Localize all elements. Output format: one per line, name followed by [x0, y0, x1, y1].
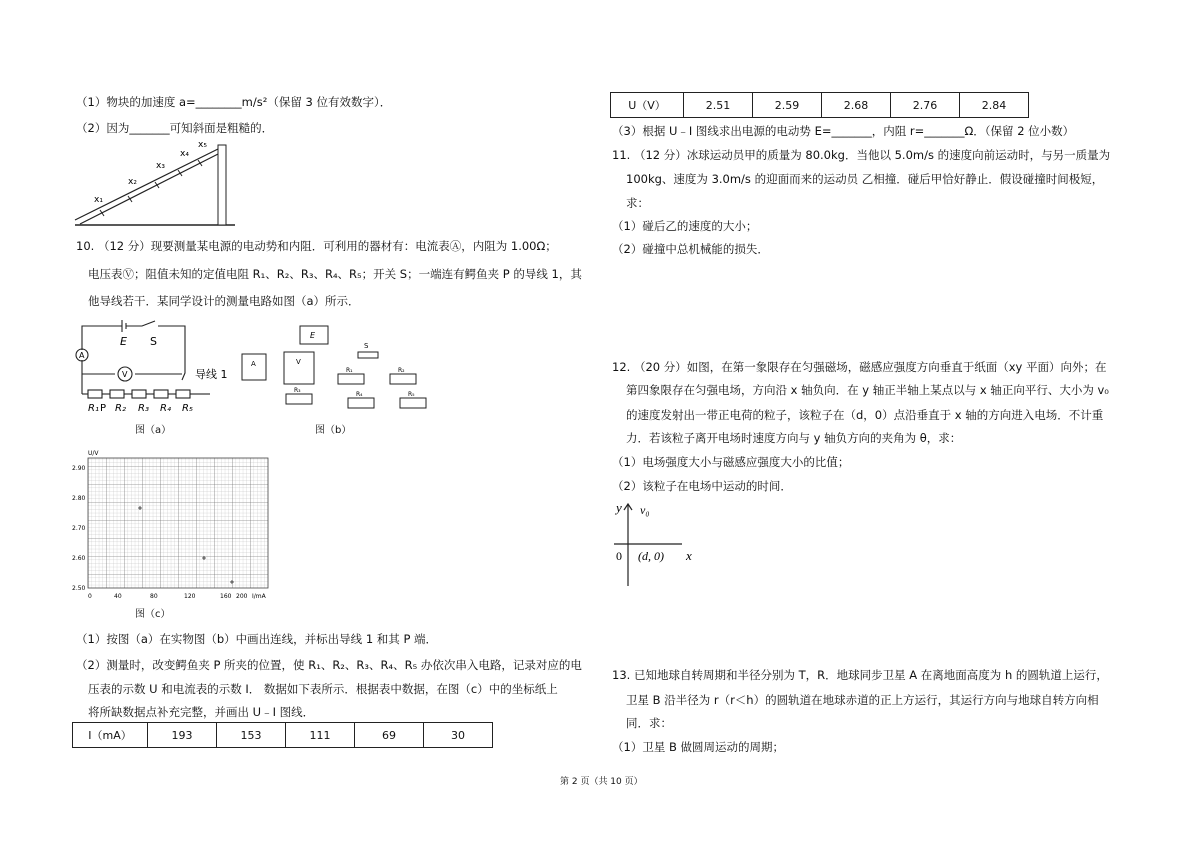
q11-part2: （2）碰撞中总机械能的损失．	[612, 242, 769, 256]
q12-line2: 第四象限存在匀强电场，方向沿 x 轴负向．在 y 轴正半轴上某点以与 x 轴正向平行、大小为 v₀	[626, 383, 1109, 397]
graph-ytick-5: 2.50	[72, 585, 86, 592]
current-table-header: I（mA）	[73, 723, 148, 748]
circuit-r5: R₅	[182, 403, 193, 414]
physical-r3: R₃	[294, 387, 301, 394]
incline-label-x1: x₁	[94, 195, 103, 205]
origin-label: 0	[616, 549, 622, 563]
caption-c: 图（c）	[135, 609, 171, 620]
current-table-cell: 153	[217, 723, 286, 748]
physical-switch-label: S	[364, 342, 369, 350]
q10-part3: （3）根据 U﹣I 图线求出电源的电动势 E=_______，内阻 r=_______Ω．（保留 2 位小数）	[612, 124, 1075, 138]
q13-part1: （1）卫星 B 做圆周运动的周期；	[612, 740, 785, 754]
q10-intro-line1: 10. （12 分）现要测量某电源的电动势和内阻．可利用的器材有：电流表Ⓐ，内阻为 1.00Ω；	[76, 239, 557, 253]
axis-x-label: x	[686, 548, 692, 563]
circuit-diagram-a	[70, 318, 235, 423]
graph-xtick-3: 80	[150, 593, 158, 600]
circuit-r1: R₁	[88, 403, 99, 414]
graph-xtick-4: 120	[184, 593, 196, 600]
q9-part2: （2）因为_______可知斜面是粗糙的．	[76, 121, 274, 135]
incline-label-x5: x₅	[198, 140, 207, 150]
voltage-table-header: U（V）	[611, 93, 684, 118]
q10-intro-line3: 他导线若干．某同学设计的测量电路如图（a）所示．	[88, 294, 360, 308]
q12-line1: 12. （20 分）如图，在第一象限存在匀强磁场，磁感应强度方向垂直于纸面（xy 平面）向外；在	[612, 360, 1107, 374]
circuit-switch-label: S	[150, 335, 157, 348]
voltage-table-cell: 2.84	[960, 93, 1029, 118]
q13-line3: 同．求：	[626, 716, 672, 730]
circuit-emf-label: E	[120, 335, 127, 348]
q12-part1: （1）电场强度大小与磁感应强度大小的比值；	[612, 455, 850, 469]
graph-ylabel: U/V	[88, 450, 99, 457]
graph-paper-c	[70, 448, 270, 603]
axis-y-label: y	[616, 500, 622, 515]
q12-line3: 的速度发射出一带正电荷的粒子，该粒子在（d，0）点沿垂直于 x 轴的方向进入电场．不计重	[626, 408, 1104, 422]
axes-figure	[612, 496, 722, 591]
incline-label-x4: x₄	[180, 149, 189, 159]
current-table-cell: 111	[286, 723, 355, 748]
q10-part1: （1）按图（a）在实物图（b）中画出连线，并标出导线 1 和其 P 端．	[76, 632, 438, 646]
q12-part2: （2）该粒子在电场中运动的时间．	[612, 479, 792, 493]
physical-r5: R₅	[408, 391, 415, 398]
circuit-r3: R₃	[138, 403, 149, 414]
incline-label-x3: x₃	[156, 161, 165, 171]
voltage-table-cell: 2.68	[822, 93, 891, 118]
graph-ytick-4: 2.60	[72, 555, 86, 562]
physical-ammeter-label: A	[251, 360, 256, 368]
q10-part2-line3: 将所缺数据点补充完整，并画出 U﹣I 图线．	[88, 705, 315, 719]
caption-b: 图（b）	[315, 425, 352, 436]
circuit-ammeter-label: A	[79, 351, 85, 360]
physical-r2: R₂	[398, 367, 405, 374]
incline-label-x2: x₂	[128, 177, 137, 187]
physical-r4: R₄	[356, 391, 363, 398]
graph-ytick-3: 2.70	[72, 525, 86, 532]
q11-part1: （1）碰后乙的速度的大小；	[612, 219, 758, 233]
q11-line2: 100kg、速度为 3.0m/s 的迎面而来的运动员 乙相撞．碰后甲恰好静止．假设碰撞时间极短，	[626, 172, 1104, 186]
current-table-cell: 30	[424, 723, 493, 748]
voltage-table-cell: 2.51	[684, 93, 753, 118]
voltage-table-cell: 2.76	[891, 93, 960, 118]
graph-xtick-2: 40	[114, 593, 122, 600]
current-table-cell: 193	[148, 723, 217, 748]
q12-line4: 力．若该粒子离开电场时速度方向与 y 轴负方向的夹角为 θ，求：	[626, 431, 962, 445]
point-label: (d, 0)	[638, 549, 664, 563]
caption-a: 图（a）	[135, 425, 172, 436]
q9-part1: （1）物块的加速度 a=________m/s²（保留 3 位有效数字）．	[76, 95, 392, 109]
v0-label: v₀	[640, 503, 650, 517]
current-table-cell: 69	[355, 723, 424, 748]
graph-ytick-2: 2.80	[72, 495, 86, 502]
graph-ytick-1: 2.90	[72, 465, 86, 472]
circuit-r4: R₄	[160, 403, 171, 414]
physical-apparatus-b	[240, 322, 440, 422]
incline-figure	[70, 140, 240, 230]
voltage-table	[610, 92, 1029, 118]
page-footer: 第 2 页（共 10 页）	[560, 777, 643, 787]
q13-line2: 卫星 B 沿半径为 r（r＜h）的圆轨道在地球赤道的正上方运行，其运行方向与地球自转方向相	[626, 693, 1099, 707]
physical-r1: R₁	[346, 367, 353, 374]
physical-battery-label: E	[310, 331, 316, 340]
q10-intro-line2: 电压表Ⓥ；阻值未知的定值电阻 R₁、R₂、R₃、R₄、R₅；开关 S；一端连有鳄鱼夹 P 的导线 1，其	[88, 267, 582, 281]
q13-line1: 13. 已知地球自转周期和半径分别为 T，R．地球同步卫星 A 在离地面高度为 h 的圆轨道上运行，	[612, 668, 1108, 682]
graph-xtick-1: 0	[88, 593, 92, 600]
graph-xlabel: I/mA	[252, 593, 266, 600]
graph-xtick-5: 160	[220, 593, 232, 600]
q11-line1: 11. （12 分）冰球运动员甲的质量为 80.0kg．当他以 5.0m/s 的速度向前运动时，与另一质量为	[612, 148, 1111, 162]
circuit-p-label: P	[100, 403, 107, 414]
graph-xtick-6: 200	[236, 593, 248, 600]
circuit-wire-label: 导线 1	[195, 368, 228, 381]
current-table	[72, 722, 493, 748]
circuit-voltmeter-label: V	[122, 370, 128, 379]
q10-part2-line1: （2）测量时，改变鳄鱼夹 P 所夹的位置，使 R₁、R₂、R₃、R₄、R₅ 办依次串入电路，记录对应的电	[76, 658, 582, 672]
q10-part2-line2: 压表的示数 U 和电流表的示数 I． 数据如下表所示．根据表中数据，在图（c）中的坐标纸上	[88, 682, 558, 696]
physical-voltmeter-label: V	[296, 358, 301, 366]
voltage-table-cell: 2.59	[753, 93, 822, 118]
circuit-r2: R₂	[115, 403, 126, 414]
q11-line3: 求：	[626, 196, 649, 210]
